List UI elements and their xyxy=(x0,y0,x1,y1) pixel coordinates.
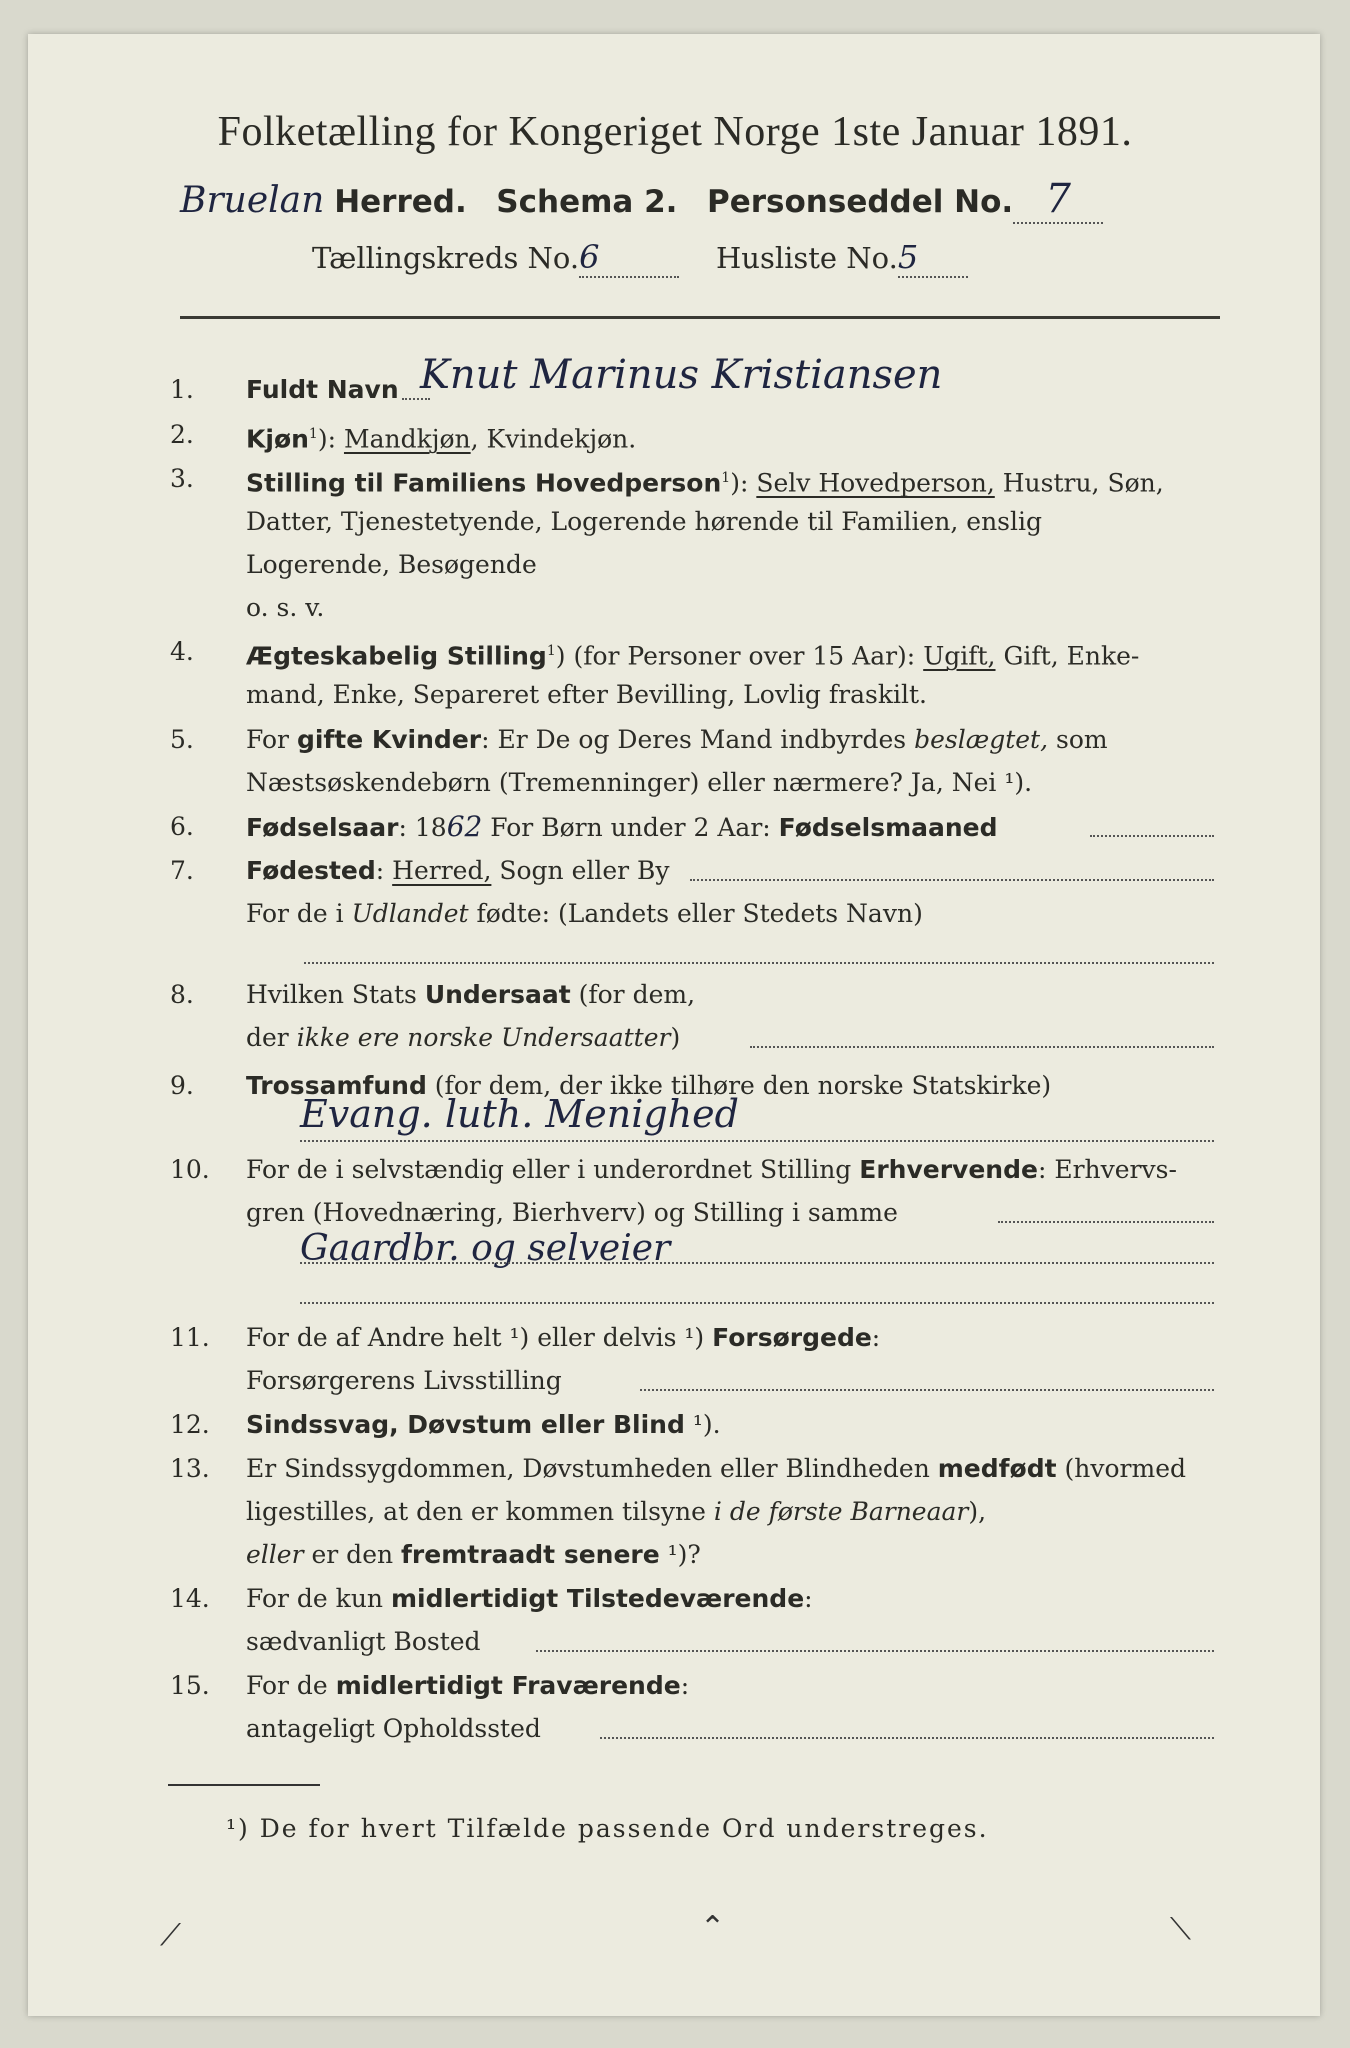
item-text: ), xyxy=(968,1497,987,1526)
item-number: 2. xyxy=(170,420,194,449)
corner-mark-right: ⟍ xyxy=(1170,1912,1191,1947)
item-number: 10. xyxy=(170,1155,210,1184)
item-text-italic: eller xyxy=(246,1540,304,1569)
husliste-number: 5 xyxy=(897,238,919,276)
husliste-label: Husliste No. xyxy=(715,241,898,275)
item-label: Erhvervende xyxy=(859,1155,1038,1184)
item-text: : Er De og Deres Mand indbyrdes xyxy=(481,725,915,754)
foreign-birthplace-dotline xyxy=(304,962,1214,964)
item-label: Forsørgede xyxy=(712,1323,872,1352)
item-text: For Børn under 2 Aar: xyxy=(482,813,779,842)
birth-month-dotline xyxy=(1090,835,1214,837)
item-label: Fødested xyxy=(246,856,376,885)
footnote-divider xyxy=(168,1784,320,1786)
item-text: (for dem, xyxy=(570,980,696,1009)
occupation-dotline-2 xyxy=(300,1262,1214,1264)
corner-mark-center: ⌃ xyxy=(700,1910,726,1945)
item-label: Stilling til Familiens Hovedperson xyxy=(246,468,722,498)
gender-option-kvindekjon: , Kvindekjøn. xyxy=(470,424,637,454)
occupation-dotline-3 xyxy=(300,1302,1214,1304)
item-text: (for dem, der ikke tilhøre den norske Statskirke) xyxy=(426,1071,1052,1100)
religion-answer: Evang. luth. Menighed xyxy=(300,1092,739,1136)
corner-mark-left: ⟋ xyxy=(160,1918,181,1953)
item-text: For de af Andre helt ¹) eller delvis ¹) xyxy=(246,1323,713,1352)
item-text: : xyxy=(680,1671,690,1700)
item-number: 4. xyxy=(170,637,194,666)
gender-option-mandkjon: Mandkjøn xyxy=(343,424,471,454)
item-number: 9. xyxy=(170,1071,194,1100)
item-text: Logerende, Besøgende xyxy=(246,550,537,579)
item-text: (hvormed xyxy=(1056,1454,1186,1483)
provider-dotline xyxy=(640,1389,1214,1391)
full-name-dotline xyxy=(402,398,430,400)
item-text: For de i xyxy=(246,899,352,928)
husliste-number-field xyxy=(898,238,968,278)
item-text: For de xyxy=(246,1671,336,1700)
footnote-ref: 1 xyxy=(308,426,318,442)
item-text: ) (for Personer over 15 Aar): xyxy=(555,641,924,671)
full-name-answer: Knut Marinus Kristiansen xyxy=(420,352,943,398)
item-label: Ægteskabelig Stilling xyxy=(246,641,547,671)
item-text: : xyxy=(375,856,393,885)
item-text: Forsørgerens Livsstilling xyxy=(246,1366,562,1395)
option-ugift: Ugift, xyxy=(923,641,996,671)
item-text: ): xyxy=(730,468,757,498)
item-text-italic: Udlandet xyxy=(351,899,469,928)
item-text: ): xyxy=(317,424,344,454)
probable-residence-dotline xyxy=(600,1737,1214,1739)
item-number: 7. xyxy=(170,856,194,885)
item-number: 6. xyxy=(170,812,194,841)
birth-year-answer: 62 xyxy=(446,810,483,843)
item-text-italic: i de første Barneaar xyxy=(713,1497,969,1526)
item-text: Datter, Tjenestetyende, Logerende hørende til Familien, enslig xyxy=(246,507,1043,536)
item-text: Gift, Enke- xyxy=(995,641,1140,671)
item-text: o. s. v. xyxy=(246,593,325,622)
item-text: fødte: (Landets eller Stedets Navn) xyxy=(468,899,923,928)
header-divider xyxy=(180,316,1220,319)
personseddel-label: Personseddel No. xyxy=(707,184,1014,220)
item-label: Fødselsaar xyxy=(246,813,399,842)
item-number: 11. xyxy=(170,1323,210,1352)
herred-label: Herred. xyxy=(334,184,467,220)
item-text: sædvanligt Bosted xyxy=(246,1627,481,1656)
item-label: Fuldt Navn xyxy=(246,375,399,404)
item-text: antageligt Opholdssted xyxy=(246,1714,541,1743)
schema-label: Schema 2. xyxy=(496,184,678,220)
item-number: 12. xyxy=(170,1410,210,1439)
item-text: For de kun xyxy=(246,1584,391,1613)
taellingskreds-number: 6 xyxy=(579,238,600,276)
item-number: 13. xyxy=(170,1454,210,1483)
occupation-dotline-1 xyxy=(998,1221,1214,1223)
footnote: ¹) De for hvert Tilfælde passende Ord understreges. xyxy=(226,1814,989,1843)
item-label: fremtraadt senere xyxy=(401,1540,660,1569)
taellingskreds-number-field xyxy=(579,238,679,278)
taellingskreds-label: Tællingskreds No. xyxy=(312,241,580,275)
usual-residence-dotline xyxy=(536,1650,1214,1652)
item-text-italic: beslægtet, xyxy=(914,725,1049,754)
item-label: Trossamfund xyxy=(246,1071,427,1100)
item-text: er den xyxy=(303,1540,402,1569)
item-number: 5. xyxy=(170,725,194,754)
item-text: mand, Enke, Separeret efter Bevilling, Lovlig fraskilt. xyxy=(246,680,927,709)
item-text: ) xyxy=(670,1023,681,1052)
item-label: Sindssvag, Døvstum eller Blind xyxy=(246,1410,685,1439)
item-text: ligestilles, at den er kommen tilsyne xyxy=(246,1497,714,1526)
item-number: 15. xyxy=(170,1671,210,1700)
item-text: : 18 xyxy=(398,813,447,842)
footnote-ref: 1 xyxy=(721,470,731,486)
item-text: ¹). xyxy=(684,1410,721,1439)
herred-handwritten: Bruelan xyxy=(180,180,325,221)
item-number: 3. xyxy=(170,464,194,493)
item-text: : xyxy=(804,1584,813,1613)
option-selv-hovedperson: Selv Hovedperson, xyxy=(756,468,995,498)
item-text: gren (Hovednæring, Bierhverv) og Stilling i samme xyxy=(246,1198,898,1227)
item-text: som xyxy=(1048,725,1108,754)
option-herred: Herred, xyxy=(392,856,492,885)
item-label: midlertidigt Tilstedeværende xyxy=(390,1584,805,1613)
item-text: der xyxy=(246,1023,297,1052)
item-number: 8. xyxy=(170,980,194,1009)
item-label: Kjøn xyxy=(246,424,309,454)
personseddel-number-field xyxy=(1013,176,1103,224)
item-text: For de i selvstændig eller i underordnet Stilling xyxy=(246,1155,860,1184)
item-text: Hvilken Stats xyxy=(246,980,425,1009)
item-label: medfødt xyxy=(937,1454,1057,1483)
item-text: ¹)? xyxy=(659,1540,701,1569)
item-label: Undersaat xyxy=(424,980,571,1009)
item-text: Hustru, Søn, xyxy=(994,468,1164,498)
form-title: Folketælling for Kongeriget Norge 1ste Januar 1891. xyxy=(217,109,1133,155)
item-text: : xyxy=(871,1323,881,1352)
herred-row xyxy=(180,176,1103,224)
taellingskreds-row xyxy=(312,238,968,278)
item-number: 1. xyxy=(170,375,194,404)
footnote-ref: 1 xyxy=(546,643,556,659)
item-label: gifte Kvinder xyxy=(296,725,482,754)
item-text: Næstsøskendebørn (Tremenninger) eller nærmere? Ja, Nei ¹). xyxy=(246,768,1033,797)
item-text: Er Sindssygdommen, Døvstumheden eller Blindheden xyxy=(246,1454,938,1483)
personseddel-number: 7 xyxy=(1045,176,1071,222)
item-text-italic: ikke ere norske Undersaatter xyxy=(296,1023,671,1052)
item-text: For xyxy=(246,725,297,754)
item-text: : Erhvervs- xyxy=(1037,1155,1177,1184)
item-number: 14. xyxy=(170,1584,210,1613)
citizenship-dotline xyxy=(750,1046,1214,1048)
item-text: Sogn eller By xyxy=(491,856,670,885)
occupation-answer: Gaardbr. og selveier xyxy=(300,1228,671,1269)
item-label: Fødselsmaaned xyxy=(778,813,998,842)
item-label: midlertidigt Fraværende xyxy=(335,1671,681,1700)
religion-dotline xyxy=(300,1140,1214,1142)
birthplace-dotline xyxy=(690,879,1214,881)
